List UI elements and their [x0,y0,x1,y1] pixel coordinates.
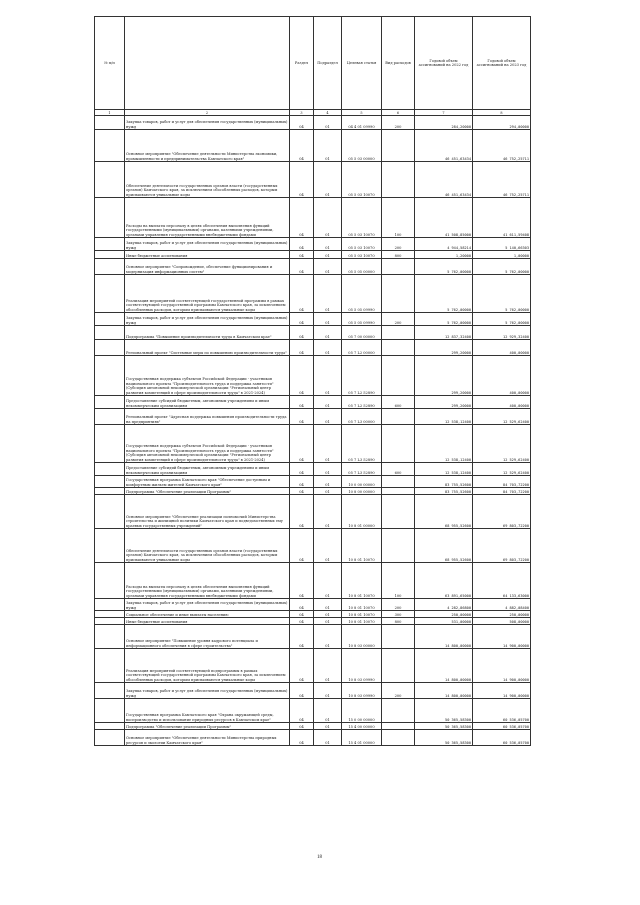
row-num-cell [95,529,125,563]
target-article-cell: 05 5 03 00000 [342,130,382,162]
razdel-cell: 04 [290,529,314,563]
sum-2023-cell: 5 762,00000 [473,275,531,313]
podrazdel-cell: 01 [314,238,342,251]
podrazdel-cell: 01 [314,162,342,198]
sum-2023-cell: 508,00000 [473,618,531,625]
row-num-cell [95,259,125,275]
expense-type-cell [382,356,415,396]
table-row [95,599,531,611]
row-name-cell: Закупка товаров, работ и услуг для обеспечения государственных (муниципальных) нужд [125,313,290,326]
podrazdel-cell: 01 [314,563,342,599]
razdel-cell: 04 [290,463,314,476]
podrazdel-cell: 01 [314,356,342,396]
table-row [95,116,531,130]
expense-type-cell [382,723,415,730]
sum-2023-cell: 69 803,72200 [473,529,531,563]
razdel-cell: 04 [290,313,314,326]
target-article-cell: 05 7 L3 52890 [342,425,382,463]
expense-type-cell [382,340,415,356]
razdel-cell: 04 [290,130,314,162]
sum-2023-cell: 250,00000 [473,611,531,618]
razdel-cell: 04 [290,683,314,699]
sum-2022-cell: 284,20000 [415,116,473,130]
target-article-cell: 10 8 01 00000 [342,495,382,529]
table-row [95,476,531,488]
sum-2022-cell: 4 282,86800 [415,599,473,611]
expense-type-cell [382,409,415,425]
row-name-cell: Региональный проект "Системные меры по повышению производительности труда" [125,340,290,356]
table-row [95,488,531,495]
table-row [95,275,531,313]
table-row [95,425,531,463]
row-num-cell [95,625,125,649]
target-article-cell: 05 5 03 10070 [342,162,382,198]
table-row [95,356,531,396]
sum-2022-cell: 4 944,58214 [415,238,473,251]
table-row [95,495,531,529]
row-name-cell: Региональный проект "Адресная поддержка повышения производительности труда на предприятиях" [125,409,290,425]
row-name-cell: Основное мероприятие "Повышение уровня кадрового потенциала и информационного обеспечения в сфере строительства" [125,625,290,649]
target-article-cell: 05 7 L2 00000 [342,340,382,356]
podrazdel-cell: 01 [314,259,342,275]
row-num-cell [95,495,125,529]
podrazdel-cell: 01 [314,699,342,723]
podrazdel-cell: 01 [314,116,342,130]
sum-2023-cell: 14 900,00000 [473,625,531,649]
row-name-cell: Предоставление субсидий бюджетным, автономным учреждениям и иным некоммерческим организациям [125,463,290,476]
table-row [95,723,531,730]
sum-2022-cell: 531,00000 [415,618,473,625]
podrazdel-cell: 01 [314,463,342,476]
expense-type-cell [382,625,415,649]
table-row [95,340,531,356]
target-article-cell: 10 8 01 10070 [342,599,382,611]
row-name-cell: Государственная программа Камчатского края "Охрана окружающей среды, воспроизводство и использование природных ресурсов в Камчатском крае" [125,699,290,723]
razdel-cell: 04 [290,116,314,130]
razdel-cell: 04 [290,476,314,488]
sum-2022-cell: 12 538,12400 [415,425,473,463]
sum-2023-cell: 294,00000 [473,116,531,130]
sum-2022-cell: 5 762,00000 [415,275,473,313]
row-name-cell: Иные бюджетные ассигнования [125,618,290,625]
header-stat: Целевая статья [342,17,382,110]
expense-type-cell: 200 [382,238,415,251]
table-row [95,625,531,649]
target-article-cell: 05 5 03 10070 [342,238,382,251]
sum-2022-cell: 12 538,12400 [415,463,473,476]
target-article-cell: 10 0 00 00000 [342,476,382,488]
sum-2023-cell: 5 140,66303 [473,238,531,251]
row-num-cell [95,618,125,625]
row-num-cell [95,340,125,356]
sum-2022-cell: 14 800,00000 [415,683,473,699]
sum-2022-cell: 50 365,58300 [415,730,473,746]
row-num-cell [95,198,125,238]
target-article-cell: 05 5 03 10070 [342,198,382,238]
target-article-cell: 05 5 05 00000 [342,259,382,275]
row-num-cell [95,409,125,425]
table-row [95,326,531,340]
sum-2023-cell: 400,00000 [473,396,531,409]
razdel-cell: 04 [290,723,314,730]
page-number: 18 [317,855,322,860]
sum-2023-cell: 84 703,72200 [473,488,531,495]
podrazdel-cell: 01 [314,599,342,611]
podrazdel-cell: 01 [314,198,342,238]
sum-2022-cell: 46 451,63434 [415,162,473,198]
expense-type-cell: 800 [382,251,415,259]
sum-2023-cell: 14 900,00000 [473,683,531,699]
target-article-cell: 15 4 00 00000 [342,723,382,730]
row-num-cell [95,162,125,198]
row-num-cell [95,116,125,130]
sum-2022-cell: 50 365,58300 [415,699,473,723]
table-row [95,259,531,275]
razdel-cell: 04 [290,409,314,425]
header-sum-2022: Годовой объем ассигнований на 2022 год [415,17,473,110]
row-num-cell [95,425,125,463]
podrazdel-cell: 01 [314,130,342,162]
razdel-cell: 04 [290,625,314,649]
sum-2022-cell: 5 762,00000 [415,313,473,326]
row-num-cell [95,476,125,488]
podrazdel-cell: 01 [314,618,342,625]
row-name-cell: Закупка товаров, работ и услуг для обеспечения государственных (муниципальных) нужд [125,116,290,130]
table-row [95,611,531,618]
expense-type-cell: 600 [382,396,415,409]
podrazdel-cell: 01 [314,683,342,699]
expense-type-cell [382,275,415,313]
row-name-cell: Закупка товаров, работ и услуг для обеспечения государственных (муниципальных) нужд [125,683,290,699]
expense-type-cell: 300 [382,611,415,618]
sum-2023-cell: 46 752,25711 [473,162,531,198]
sum-2023-cell: 60 536,05700 [473,699,531,723]
table-row [95,130,531,162]
target-article-cell: 05 7 00 00000 [342,326,382,340]
expense-type-cell [382,425,415,463]
sum-2022-cell: 12 837,32400 [415,326,473,340]
row-name-cell: Основное мероприятие "Обеспечение реализации полномочий Министерства строительства и жилищной политики Камчатского края и подведомственных ему краевых государственных учреждений" [125,495,290,529]
target-article-cell: 10 8 01 10070 [342,611,382,618]
row-num-cell [95,396,125,409]
row-name-cell: Обеспечение деятельности государственных органов власти (государственных органов) Камчатского края, за исключением обособленных расходов, которым присваиваются уникальные коды [125,162,290,198]
podrazdel-cell: 01 [314,649,342,683]
razdel-cell: 04 [290,275,314,313]
expense-type-cell [382,476,415,488]
sum-2023-cell: 46 752,25711 [473,130,531,162]
podrazdel-cell: 01 [314,723,342,730]
sum-2022-cell: 299,20000 [415,396,473,409]
row-name-cell: Государственная поддержка субъектов Российской Федерации - участников национального проекта "Производительность труда и поддержка занятости" (Субсидия автономной некоммерческой организации "Региональный центр развития компетенций в сфере производительности труда" в 2021-2024) [125,356,290,396]
target-article-cell: 05 7 L2 52890 [342,396,382,409]
target-article-cell: 15 4 01 00000 [342,730,382,746]
podrazdel-cell: 01 [314,326,342,340]
col-number: 1 [95,110,125,116]
target-article-cell: 05 5 05 09990 [342,275,382,313]
razdel-cell: 04 [290,618,314,625]
sum-2022-cell: 250,00000 [415,611,473,618]
sum-2023-cell: 69 803,72200 [473,495,531,529]
sum-2023-cell: 400,00000 [473,356,531,396]
sum-2023-cell: 1,00000 [473,251,531,259]
expense-type-cell: 800 [382,618,415,625]
expense-type-cell: 100 [382,563,415,599]
razdel-cell: 04 [290,611,314,618]
row-name-cell: Основное мероприятие "Обеспечение деятельности Министерства природных ресурсов и экологии Камчатского края" [125,730,290,746]
expense-type-cell: 200 [382,683,415,699]
podrazdel-cell: 01 [314,313,342,326]
target-article-cell: 05 7 L3 52890 [342,463,382,476]
razdel-cell: 04 [290,162,314,198]
sum-2022-cell: 14 800,00000 [415,625,473,649]
row-num-cell [95,326,125,340]
row-name-cell: Реализация мероприятий соответствующей подпрограммы в рамках соответствующей государственной программы Камчатского края, за исключением обособленных расходов, которым присваиваются уникальные коды [125,649,290,683]
row-name-cell: Закупка товаров, работ и услуг для обеспечения государственных (муниципальных) нужд [125,238,290,251]
table-row [95,683,531,699]
col-number: 2 [125,110,290,116]
header-name [125,17,290,110]
podrazdel-cell: 01 [314,340,342,356]
razdel-cell: 04 [290,251,314,259]
expense-type-cell: 600 [382,463,415,476]
sum-2023-cell: 400,00000 [473,340,531,356]
expense-type-cell: 200 [382,599,415,611]
sum-2022-cell: 46 451,63434 [415,130,473,162]
razdel-cell: 04 [290,356,314,396]
sum-2022-cell: 299,20000 [415,356,473,396]
row-num-cell [95,649,125,683]
sum-2023-cell: 60 536,05700 [473,723,531,730]
expense-type-cell [382,699,415,723]
table-row [95,563,531,599]
target-article-cell: 15 0 00 00000 [342,699,382,723]
sum-2023-cell: 14 900,00000 [473,649,531,683]
expense-type-cell: 200 [382,313,415,326]
sum-2023-cell: 4 882,08400 [473,599,531,611]
target-article-cell: 10 8 01 10070 [342,529,382,563]
row-num-cell [95,130,125,162]
row-num-cell [95,356,125,396]
row-name-cell: Расходы на выплаты персоналу в целях обеспечения выполнения функций государственными (муниципальными) органами, казенными учреждениями, органами управления государственными внебюджетными фондами [125,198,290,238]
razdel-cell: 04 [290,425,314,463]
table-row [95,313,531,326]
table-row [95,618,531,625]
podrazdel-cell: 01 [314,476,342,488]
target-article-cell: 05 7 L3 00000 [342,409,382,425]
podrazdel-cell: 01 [314,425,342,463]
razdel-cell: 04 [290,563,314,599]
col-number: 3 [290,110,314,116]
row-num-cell [95,488,125,495]
sum-2022-cell: 41 508,85000 [415,198,473,238]
razdel-cell: 04 [290,599,314,611]
sum-2023-cell: 5 762,00000 [473,259,531,275]
target-article-cell: 10 8 03 09990 [342,683,382,699]
col-number: 7 [415,110,473,116]
sum-2022-cell: 83 755,52600 [415,476,473,488]
sum-2023-cell: 41 611,59408 [473,198,531,238]
razdel-cell: 04 [290,699,314,723]
expense-type-cell [382,162,415,198]
row-num-cell [95,730,125,746]
row-name-cell: Социальное обеспечение и иные выплаты населению [125,611,290,618]
row-name-cell: Предоставление субсидий бюджетным, автономным учреждениям и иным некоммерческим организациям [125,396,290,409]
target-article-cell: 10 8 00 00000 [342,488,382,495]
podrazdel-cell: 01 [314,488,342,495]
sum-2022-cell: 14 800,00000 [415,649,473,683]
razdel-cell: 04 [290,198,314,238]
row-name-cell: Иные бюджетные ассигнования [125,251,290,259]
row-num-cell [95,251,125,259]
podrazdel-cell: 01 [314,529,342,563]
sum-2022-cell: 299,20000 [415,340,473,356]
row-num-cell [95,238,125,251]
row-num-cell [95,699,125,723]
expense-type-cell [382,649,415,683]
row-name-cell: Обеспечение деятельности государственных органов власти (государственных органов) Камчатского края, за исключением обособленных расходов, которым присваиваются уникальные коды [125,529,290,563]
sum-2022-cell: 83 755,52600 [415,488,473,495]
row-name-cell: Расходы на выплаты персоналу в целях обеспечения выполнения функций государственными (муниципальными) органами, казенными учреждениями, органами управления государственными внебюджетными фондами [125,563,290,599]
podrazdel-cell: 01 [314,611,342,618]
razdel-cell: 04 [290,649,314,683]
row-name-cell: Подпрограмма "Повышение производительности труда в Камчатском крае" [125,326,290,340]
sum-2023-cell: 5 762,00000 [473,313,531,326]
table-row [95,162,531,198]
table-row [95,238,531,251]
table-row [95,463,531,476]
sum-2023-cell: 12 529,62400 [473,409,531,425]
table-row [95,649,531,683]
razdel-cell: 04 [290,340,314,356]
razdel-cell: 04 [290,730,314,746]
razdel-cell: 04 [290,488,314,495]
target-article-cell: 05 5 03 10070 [342,251,382,259]
sum-2022-cell: 63 891,65000 [415,563,473,599]
col-number: 5 [342,110,382,116]
header-sum-2023: Годовой объем ассигнований на 2023 год [473,17,531,110]
target-article-cell: 10 8 03 00000 [342,625,382,649]
sum-2022-cell: 12 538,12400 [415,409,473,425]
table-row [95,198,531,238]
razdel-cell: 04 [290,495,314,529]
table-row [95,396,531,409]
table-row [95,699,531,723]
target-article-cell: 10 8 01 10070 [342,618,382,625]
expense-type-cell [382,326,415,340]
table-row [95,251,531,259]
row-name-cell: Подпрограмма "Обеспечение реализации Программы" [125,488,290,495]
sum-2023-cell: 12 929,32400 [473,326,531,340]
expense-type-cell [382,488,415,495]
row-num-cell [95,563,125,599]
sum-2023-cell: 60 536,05700 [473,730,531,746]
expense-type-cell: 200 [382,116,415,130]
col-number: 8 [473,110,531,116]
expense-type-cell [382,130,415,162]
razdel-cell: 04 [290,396,314,409]
podrazdel-cell: 01 [314,251,342,259]
sum-2023-cell: 12 529,62400 [473,425,531,463]
row-name-cell: Основное мероприятие "Обеспечение деятельности Министерства экономики, промышленности и предпринимательства Камчатского края" [125,130,290,162]
table-row [95,730,531,746]
podrazdel-cell: 01 [314,625,342,649]
target-article-cell: 10 8 03 09990 [342,649,382,683]
target-article-cell: 05 5 05 09990 [342,313,382,326]
sum-2023-cell: 84 703,72200 [473,476,531,488]
razdel-cell: 04 [290,326,314,340]
row-name-cell: Государственная программа Камчатского края "Обеспечение доступным и комфортным жильем жителей Камчатского края" [125,476,290,488]
expense-type-cell [382,259,415,275]
sum-2022-cell: 5 762,00000 [415,259,473,275]
sum-2022-cell: 68 955,52600 [415,529,473,563]
row-name-cell: Закупка товаров, работ и услуг для обеспечения государственных (муниципальных) нужд [125,599,290,611]
expense-type-cell [382,495,415,529]
row-num-cell [95,599,125,611]
table-row [95,529,531,563]
podrazdel-cell: 01 [314,396,342,409]
podrazdel-cell: 01 [314,495,342,529]
table-row [95,409,531,425]
row-num-cell [95,313,125,326]
target-article-cell: 04 4 01 09990 [342,116,382,130]
razdel-cell: 04 [290,259,314,275]
target-article-cell: 05 7 L2 52890 [342,356,382,396]
row-name-cell: Основное мероприятие "Сопровождение, обеспечение функционирования и модернизация информационных систем" [125,259,290,275]
podrazdel-cell: 01 [314,409,342,425]
sum-2023-cell: 64 133,63000 [473,563,531,599]
razdel-cell: 04 [290,238,314,251]
sum-2023-cell: 12 529,62400 [473,463,531,476]
header-num: № п/п [95,17,125,110]
row-num-cell [95,611,125,618]
row-name-cell: Подпрограмма "Обеспечение реализации Программы" [125,723,290,730]
row-name-cell: Реализация мероприятий соответствующей государственной программы в рамках соответствующей государственной программы Камчатского края, за исключением обособленных расходов, которым присваиваются уникальные коды [125,275,290,313]
podrazdel-cell: 01 [314,275,342,313]
header-row [95,17,531,110]
row-name-cell: Государственная поддержка субъектов Российской Федерации - участников национального проекта "Производительность труда и поддержка занятости" (Субсидия автономной некоммерческой организации "Региональный центр развития компетенций в сфере производительности труда" в 2021-2024) [125,425,290,463]
row-num-cell [95,275,125,313]
expense-type-cell: 100 [382,198,415,238]
podrazdel-cell: 01 [314,730,342,746]
header-podrazdel: Подраздел [314,17,342,110]
header-razdel: Раздел [290,17,314,110]
row-num-cell [95,463,125,476]
col-number: 4 [314,110,342,116]
col-number: 6 [382,110,415,116]
expense-type-cell [382,730,415,746]
budget-table [94,16,531,746]
target-article-cell: 10 8 01 10070 [342,563,382,599]
sum-2022-cell: 68 955,52600 [415,495,473,529]
row-num-cell [95,683,125,699]
sum-2022-cell: 1,20000 [415,251,473,259]
sum-2022-cell: 50 365,58300 [415,723,473,730]
row-num-cell [95,723,125,730]
header-vid: Вид расходов [382,17,415,110]
expense-type-cell [382,529,415,563]
